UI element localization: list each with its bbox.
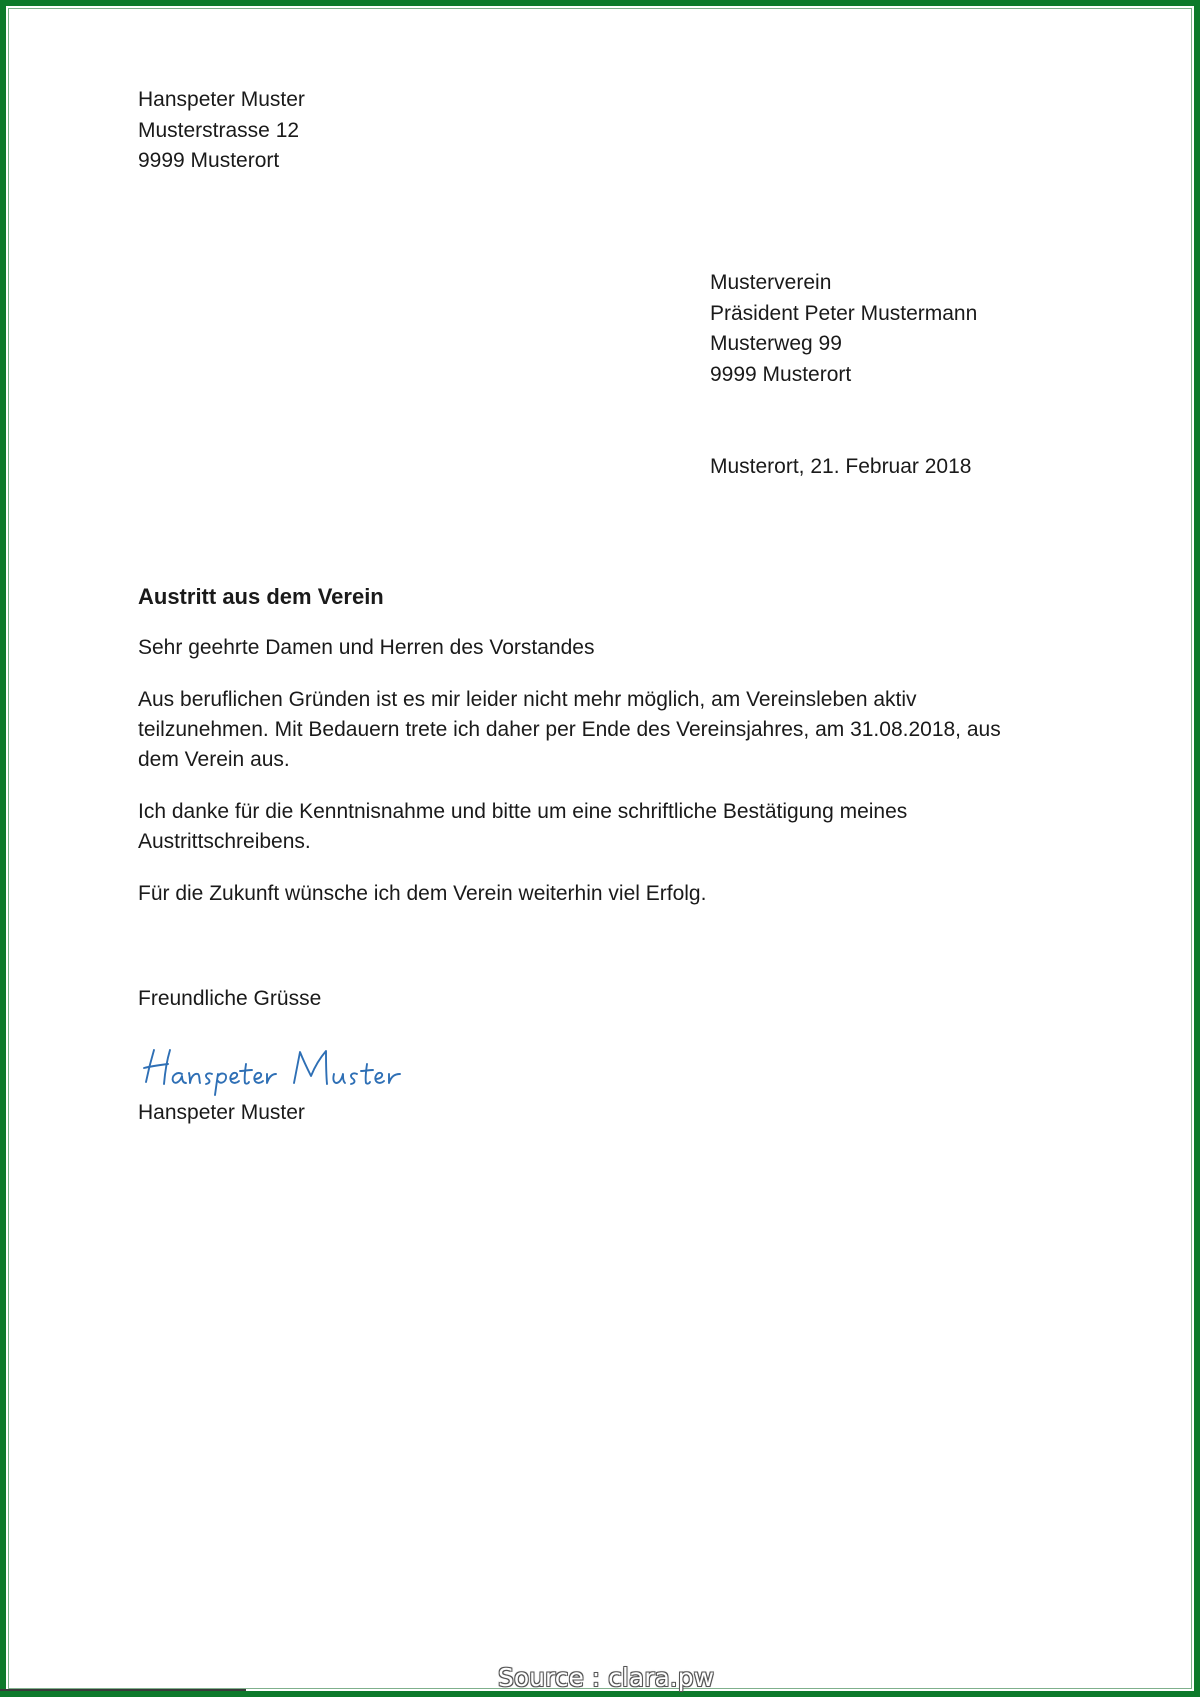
source-watermark: Source : clara.pw bbox=[498, 1663, 715, 1692]
paragraph-line: Ich danke für die Kenntnisnahme und bitte um eine schriftliche Bestätigung meines bbox=[138, 800, 908, 823]
paragraph-line: Austrittschreibens. bbox=[138, 830, 311, 853]
paragraph-line: Aus beruflichen Gründen ist es mir leider nicht mehr möglich, am Vereinsleben aktiv bbox=[138, 688, 917, 711]
letter-body bbox=[138, 633, 1068, 931]
paragraph-reason bbox=[138, 685, 1068, 775]
signed-name bbox=[138, 1098, 305, 1129]
sender-street: Musterstrasse 12 bbox=[138, 118, 300, 142]
date-text: Musterort, 21. Februar 2018 bbox=[710, 455, 972, 478]
recipient-address bbox=[710, 268, 977, 390]
paragraph-line: teilzunehmen. Mit Bedauern trete ich daher per Ende des Vereinsjahres, am 31.08.2018, aus bbox=[138, 718, 1001, 741]
closing bbox=[138, 984, 321, 1015]
recipient-city: 9999 Musterort bbox=[710, 362, 852, 386]
letter-subject: Austritt aus dem Verein bbox=[138, 584, 384, 609]
signature-graphic bbox=[138, 1038, 438, 1098]
signed-name-text: Hanspeter Muster bbox=[138, 1101, 305, 1124]
recipient-street: Musterweg 99 bbox=[710, 332, 842, 355]
sender-city: 9999 Musterort bbox=[138, 149, 280, 172]
recipient-person: Präsident Peter Mustermann bbox=[710, 301, 978, 325]
salutation-text: Sehr geehrte Damen und Herren des Vorstandes bbox=[138, 636, 595, 659]
bottom-divider bbox=[0, 1689, 246, 1691]
closing-text: Freundliche Grüsse bbox=[138, 987, 322, 1010]
recipient-organization: Musterverein bbox=[710, 271, 832, 294]
handwritten-signature bbox=[138, 1038, 438, 1098]
salutation bbox=[138, 633, 1068, 663]
sender-name: Hanspeter Muster bbox=[138, 88, 305, 111]
paragraph-wishes bbox=[138, 879, 1068, 909]
paragraph-line: dem Verein aus. bbox=[138, 748, 290, 771]
paragraph-confirmation bbox=[138, 797, 1068, 857]
paragraph-line: Für die Zukunft wünsche ich dem Verein weiterhin viel Erfolg. bbox=[138, 882, 707, 905]
sender-address bbox=[138, 85, 305, 177]
date-line bbox=[710, 452, 971, 483]
